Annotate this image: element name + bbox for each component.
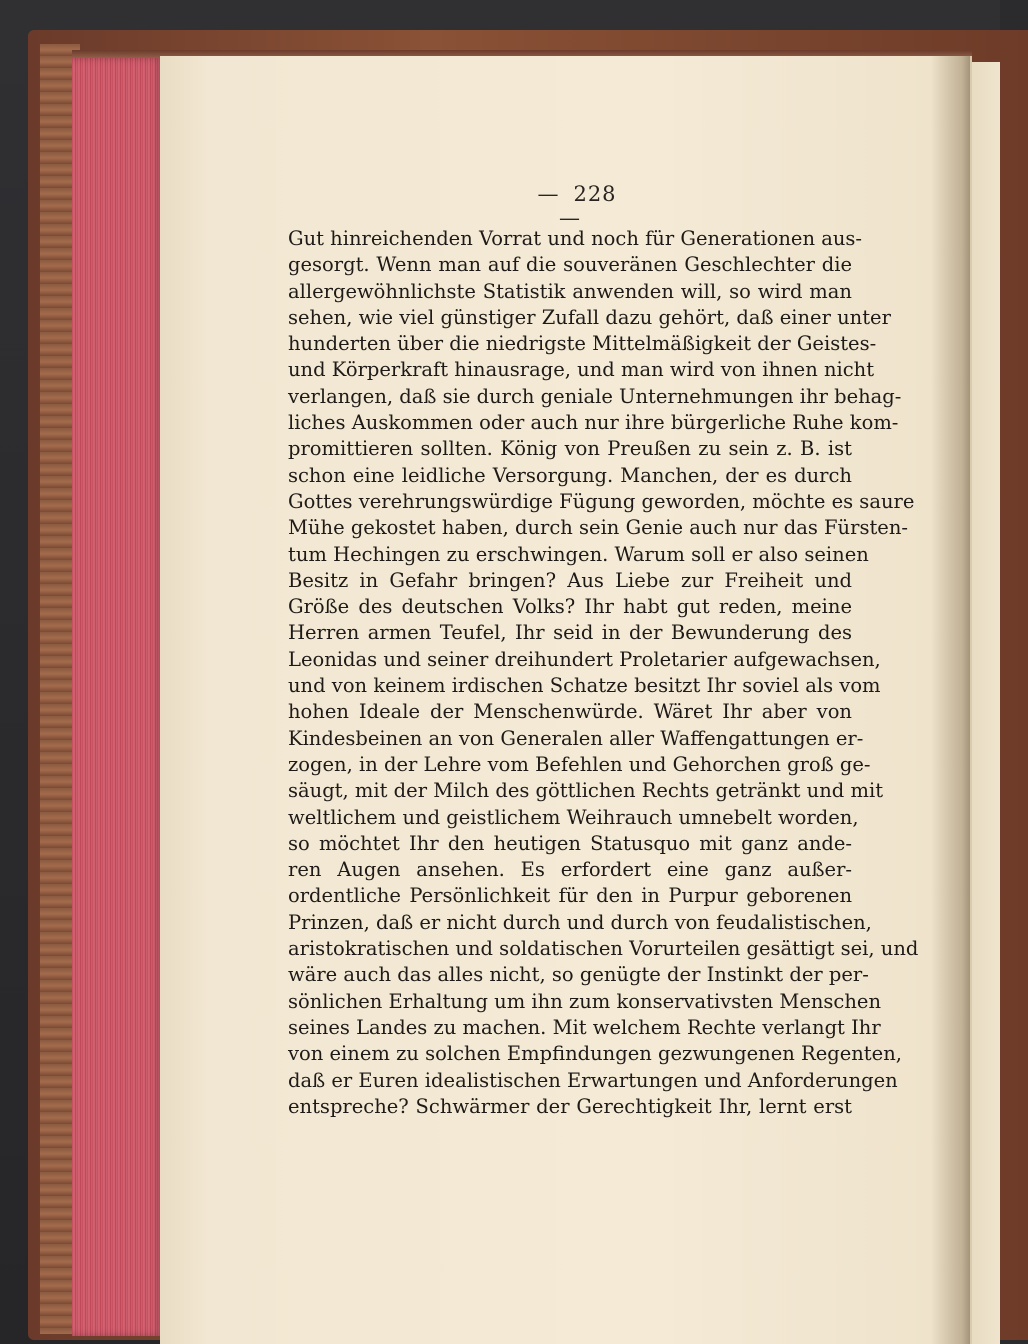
text-line: allergewöhnlichste Statistik anwenden will, so wird man: [288, 279, 852, 303]
text-line: verlangen, daß sie durch geniale Unternehmungen ihr behag-: [288, 384, 902, 408]
text-line: Gottes verehrungswürdige Fügung geworden, möchte es saure: [288, 489, 915, 513]
text-line: liches Auskommen oder auch nur ihre bürgerliche Ruhe kom-: [288, 411, 899, 435]
header-dash-right: —: [559, 206, 581, 230]
text-line: weltlichem und geistlichem Weihrauch umnebelt worden,: [288, 805, 859, 829]
text-line: gesorgt. Wenn man auf die souveränen Geschlechter die: [288, 253, 852, 277]
text-line: Prinzen, daß er nicht durch und durch von feudalistischen,: [288, 910, 872, 934]
text-line: säugt, mit der Milch des göttlichen Rechts getränkt und mit: [288, 779, 884, 803]
text-line: promittieren sollten. König von Preußen zu sein z. B. ist: [288, 437, 852, 461]
body-text: [288, 226, 919, 1120]
red-page-edges: [72, 58, 164, 1336]
text-line: hohen Ideale der Menschenwürde. Wäret Ihr aber von: [288, 700, 852, 724]
text-line: Mühe gekostet haben, durch sein Genie auch nur das Fürsten-: [288, 516, 908, 540]
text-line: und von keinem irdischen Schatze besitzt Ihr soviel als vom: [288, 674, 881, 698]
page-header: [500, 182, 640, 230]
text-line: wäre auch das alles nicht, so genügte der Instinkt der per-: [288, 963, 869, 987]
gutter-shadow: [930, 56, 970, 1344]
text-line: aristokratischen und soldatischen Vorurteilen gesättigt sei, und: [288, 937, 919, 961]
text-line: Leonidas und seiner dreihundert Proletarier aufgewachsen,: [288, 647, 881, 671]
text-line: ren Augen ansehen. Es erfordert eine ganz außer-: [288, 858, 852, 882]
header-dash-left: —: [537, 182, 560, 206]
text-line: so möchtet Ihr den heutigen Statusquo mit ganz ande-: [288, 831, 852, 855]
text-line: sehen, wie viel günstiger Zufall dazu gehört, daß einer unter: [288, 305, 891, 329]
text-line: seines Landes zu machen. Mit welchem Rechte verlangt Ihr: [288, 1015, 881, 1039]
text-line: zogen, in der Lehre vom Befehlen und Gehorchen groß ge-: [288, 752, 871, 776]
text-line: sönlichen Erhaltung um ihn zum konservativsten Menschen: [288, 989, 881, 1013]
text-line: Besitz in Gefahr bringen? Aus Liebe zur Freiheit und: [288, 568, 852, 592]
text-line: hunderten über die niedrigste Mittelmäßigkeit der Geistes-: [288, 332, 877, 356]
text-line: ordentliche Persönlichkeit für den in Purpur geborenen: [288, 884, 852, 908]
page-number: 228: [573, 182, 617, 206]
text-line: tum Hechingen zu erschwingen. Warum soll er also seinen: [288, 542, 869, 566]
text-line: Kindesbeinen an von Generalen aller Waffengattungen er-: [288, 726, 864, 750]
text-line: Größe des deutschen Volks? Ihr habt gut reden, meine: [288, 595, 852, 619]
text-line: entspreche? Schwärmer der Gerechtigkeit Ihr, lernt erst: [288, 1094, 852, 1118]
text-line: Gut hinreichenden Vorrat und noch für Generationen aus-: [288, 227, 863, 250]
text-line: daß er Euren idealistischen Erwartungen und Anforderungen: [288, 1068, 898, 1092]
text-line: Herren armen Teufel, Ihr seid in der Bewunderung des: [288, 621, 852, 645]
text-line: und Körperkraft hinausrage, und man wird von ihnen nicht: [288, 358, 875, 382]
text-line: schon eine leidliche Versorgung. Manchen, der es durch: [288, 463, 852, 487]
text-line: von einem zu solchen Empfindungen gezwungenen Regenten,: [288, 1042, 902, 1066]
